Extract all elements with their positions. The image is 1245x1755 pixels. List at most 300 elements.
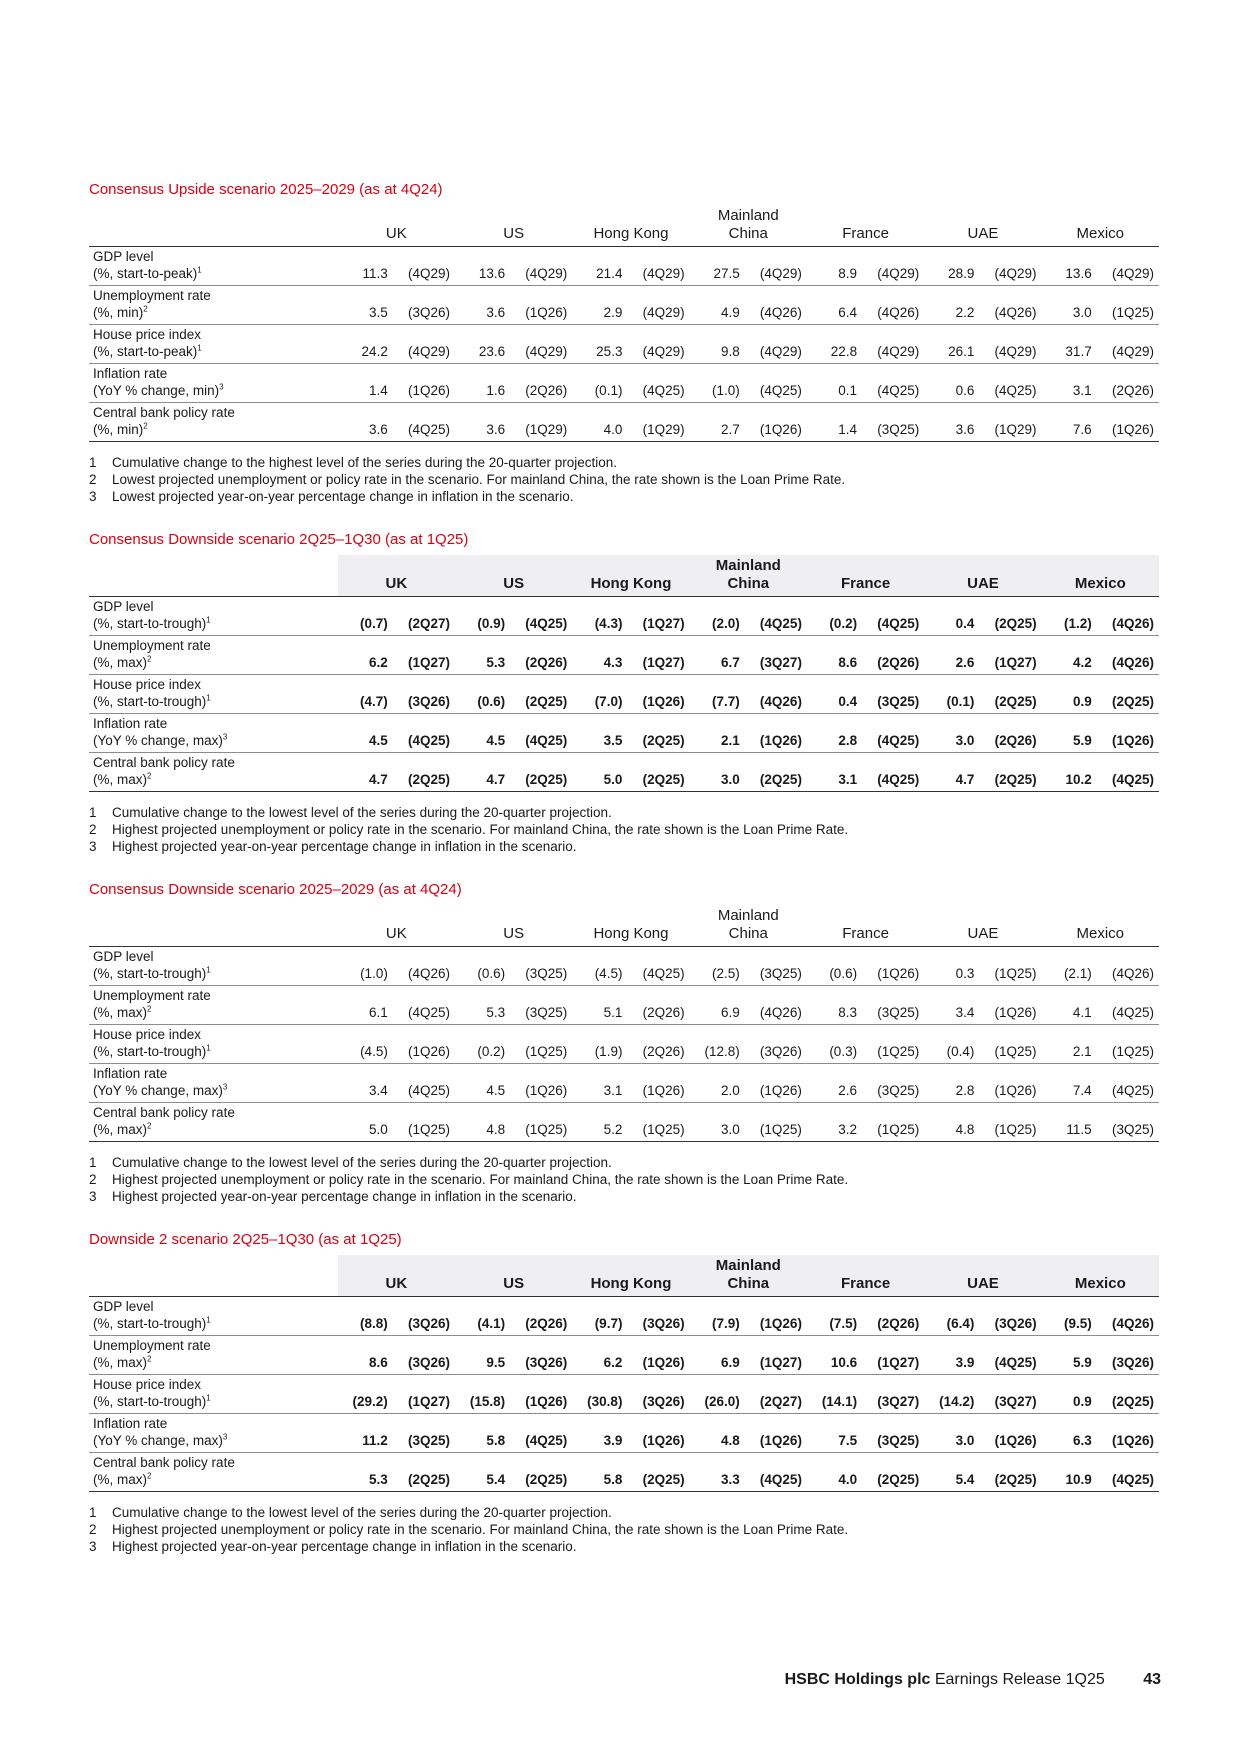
cell-value: 2.1 <box>720 733 740 748</box>
header-empty <box>89 205 338 247</box>
row-label-line2 <box>93 654 338 674</box>
column-header-line1: Mainland <box>715 557 781 574</box>
cell-quarter: (2Q26) <box>525 383 568 398</box>
cell-quarter: (4Q26) <box>759 694 802 709</box>
section-title: Consensus Downside scenario 2025–2029 (as at 4Q24) <box>89 881 462 898</box>
footnote <box>89 804 1159 821</box>
row-label-line2 <box>93 1354 338 1374</box>
row-label <box>89 364 338 403</box>
cell-quarter: (3Q27) <box>994 1394 1037 1409</box>
table-row <box>89 636 1159 675</box>
footnote-number: 3 <box>89 489 97 504</box>
cell-value: 3.9 <box>955 1355 975 1370</box>
cell-value: 4.5 <box>486 1083 506 1098</box>
footnote-text: Highest projected unemployment or policy rate in the scenario. For mainland China, the rate shown is the Loan Prime Rate. <box>112 1172 849 1187</box>
column-header <box>690 205 807 247</box>
page-number: 43 <box>1143 1671 1161 1688</box>
cell-quarter: (2Q26) <box>642 1005 685 1020</box>
cell-quarter: (4Q29) <box>525 266 568 281</box>
column-header <box>455 905 572 947</box>
cell-quarter: (3Q26) <box>407 1355 450 1370</box>
footnote-text: Cumulative change to the lowest level of the series during the 20-quarter projection. <box>112 805 612 820</box>
cell-quarter: (1Q29) <box>525 422 568 437</box>
footnote-ref: 1 <box>206 693 211 703</box>
column-header <box>572 905 689 947</box>
footnote-number: 2 <box>89 1172 97 1187</box>
column-header-line2: France <box>841 575 891 592</box>
column-header-line2: UAE <box>967 575 999 592</box>
cell-value: 6.2 <box>369 655 388 670</box>
cell-value: (0.6) <box>829 966 858 981</box>
cell-quarter: (2Q25) <box>407 772 450 787</box>
cell-quarter: (4Q29) <box>759 344 802 359</box>
section-title: Consensus Upside scenario 2025–2029 (as at 4Q24) <box>89 181 443 198</box>
table-row <box>89 753 1159 792</box>
column-header <box>807 1255 924 1297</box>
cell-value: 26.1 <box>948 344 975 359</box>
cell-quarter: (3Q26) <box>994 1316 1037 1331</box>
cell-value: (7.7) <box>712 694 740 709</box>
row-label-line2 <box>93 1082 338 1102</box>
column-header-line2: Hong Kong <box>590 1275 672 1292</box>
row-label-line2 <box>93 343 338 363</box>
cell-quarter: (4Q26) <box>407 966 450 981</box>
cell-quarter: (3Q25) <box>525 966 568 981</box>
header-row <box>89 205 1159 247</box>
cell-value: 2.6 <box>955 655 975 670</box>
row-label-line2 <box>93 1471 338 1491</box>
footnote-ref: 2 <box>143 304 148 314</box>
cell-quarter: (2Q26) <box>642 1044 685 1059</box>
cell-value: (7.9) <box>712 1316 740 1331</box>
cell-quarter: (4Q29) <box>759 266 802 281</box>
footnote-ref: 3 <box>222 1082 228 1092</box>
row-label-line2 <box>93 1043 338 1063</box>
column-header-line2: Mexico <box>1074 575 1126 592</box>
column-header-line2: UK <box>385 225 407 242</box>
footnote <box>89 1188 1159 1205</box>
row-label-unit: (YoY % change, min) <box>93 383 220 398</box>
cell-quarter: (4Q25) <box>407 1083 450 1098</box>
cell-value: 9.5 <box>486 1355 506 1370</box>
footnotes <box>89 1504 1159 1555</box>
cell-value: 21.4 <box>596 266 623 281</box>
cell-quarter: (1Q27) <box>877 1355 920 1370</box>
row-label-unit: (YoY % change, max) <box>93 1433 223 1448</box>
cell-value: (29.2) <box>352 1394 388 1409</box>
cell-quarter: (3Q25) <box>877 1005 920 1020</box>
row-label-line2 <box>93 1004 338 1024</box>
cell-quarter: (4Q29) <box>407 344 450 359</box>
row-label-unit: (%, start-to-trough) <box>93 1044 207 1059</box>
scenario-table <box>89 555 1159 792</box>
cell-quarter: (1Q27) <box>407 655 450 670</box>
cell-quarter: (2Q25) <box>994 616 1037 631</box>
cell-value: 2.8 <box>838 733 858 748</box>
cell-value: (1.9) <box>594 1044 623 1059</box>
cell-value: 8.6 <box>838 655 858 670</box>
cell-value: 6.4 <box>838 305 858 320</box>
cell-value: 5.3 <box>486 1005 506 1020</box>
cell-value: 3.3 <box>720 1472 740 1487</box>
column-header-line1: Mainland <box>715 1257 781 1274</box>
cell-quarter: (1Q26) <box>877 966 920 981</box>
footnote-text: Cumulative change to the highest level of the series during the 20-quarter projection. <box>112 455 618 470</box>
section-title: Downside 2 scenario 2Q25–1Q30 (as at 1Q25) <box>89 1231 402 1248</box>
column-header <box>338 1255 455 1297</box>
row-label-line2 <box>93 1393 338 1413</box>
row-label-unit: (%, start-to-trough) <box>93 1394 207 1409</box>
footnote-number: 2 <box>89 1522 97 1537</box>
cell-quarter: (2Q25) <box>994 694 1037 709</box>
cell-value: 8.3 <box>838 1005 858 1020</box>
column-header-line2: France <box>841 1275 891 1292</box>
row-label-unit: (%, min) <box>93 422 144 437</box>
cell-quarter: (3Q25) <box>407 1433 450 1448</box>
row-label-line2 <box>93 421 338 441</box>
row-label-line1: House price index <box>93 1377 202 1392</box>
footnote-text: Highest projected unemployment or policy rate in the scenario. For mainland China, the rate shown is the Loan Prime Rate. <box>112 1522 849 1537</box>
cell-value: 7.6 <box>1072 422 1092 437</box>
cell-value: 3.0 <box>720 1122 740 1137</box>
cell-value: 6.9 <box>720 1355 740 1370</box>
footnote-ref: 1 <box>206 1315 211 1325</box>
cell-value: 4.0 <box>838 1472 858 1487</box>
column-header-line2: Hong Kong <box>590 575 672 592</box>
cell-value: 2.9 <box>603 305 623 320</box>
cell-value: (0.6) <box>477 966 506 981</box>
cell-value: 5.8 <box>603 1472 623 1487</box>
cell-quarter: (4Q26) <box>1111 655 1154 670</box>
footnote-text: Highest projected unemployment or policy rate in the scenario. For mainland China, the rate shown is the Loan Prime Rate. <box>112 822 849 837</box>
row-label-line1: Central bank policy rate <box>93 1105 235 1120</box>
cell-quarter: (1Q26) <box>1111 1433 1154 1448</box>
cell-value: 24.2 <box>361 344 388 359</box>
cell-value: 4.7 <box>486 772 506 787</box>
cell-value: 3.9 <box>603 1433 623 1448</box>
cell-quarter: (4Q26) <box>759 305 802 320</box>
cell-quarter: (1Q26) <box>1111 422 1154 437</box>
column-header-line2: UAE <box>967 925 999 942</box>
cell-quarter: (1Q29) <box>994 422 1037 437</box>
section-downside-2-2q25-1q30 <box>89 1231 1159 1555</box>
table-row <box>89 1025 1159 1064</box>
row-label-unit: (%, max) <box>93 1355 147 1370</box>
cell-value: 6.3 <box>1072 1433 1092 1448</box>
cell-value: 2.1 <box>1072 1044 1092 1059</box>
cell-value: 6.1 <box>369 1005 388 1020</box>
row-label <box>89 1064 338 1103</box>
row-label-unit: (YoY % change, max) <box>93 1083 223 1098</box>
cell-value: (2.1) <box>1063 966 1092 981</box>
column-header-line2: US <box>503 925 525 942</box>
cell-quarter: (1Q26) <box>1111 733 1154 748</box>
cell-value: 5.4 <box>486 1472 506 1487</box>
cell-quarter: (1Q25) <box>994 966 1037 981</box>
column-header <box>455 1255 572 1297</box>
column-header-line2: China <box>727 1275 770 1292</box>
cell-quarter: (4Q25) <box>759 616 802 631</box>
cell-value: 13.6 <box>1065 266 1092 281</box>
cell-value: 2.7 <box>720 422 740 437</box>
column-header-line2: UK <box>385 1275 408 1292</box>
cell-quarter: (1Q27) <box>642 616 685 631</box>
cell-value: 0.9 <box>1072 694 1092 709</box>
footnote-number: 1 <box>89 455 97 470</box>
row-label <box>89 247 338 286</box>
cell-quarter: (3Q26) <box>407 305 450 320</box>
header-row <box>89 905 1159 947</box>
row-label-line1: GDP level <box>93 949 154 964</box>
cell-value: 1.6 <box>486 383 506 398</box>
cell-quarter: (4Q26) <box>994 305 1037 320</box>
column-header-line2: UK <box>385 925 407 942</box>
footnote-number: 3 <box>89 839 97 854</box>
cell-quarter: (1Q27) <box>994 655 1037 670</box>
footnote-ref: 2 <box>147 1354 152 1364</box>
footnote-text: Highest projected year-on-year percentage change in inflation in the scenario. <box>112 1539 577 1554</box>
row-label <box>89 1336 338 1375</box>
cell-value: (2.5) <box>712 966 740 981</box>
cell-quarter: (4Q26) <box>877 305 920 320</box>
cell-quarter: (1Q26) <box>525 305 568 320</box>
cell-value: 0.3 <box>955 966 975 981</box>
cell-quarter: (1Q25) <box>525 1044 568 1059</box>
cell-value: 8.9 <box>838 266 858 281</box>
header-row <box>89 555 1159 597</box>
row-label <box>89 1103 338 1142</box>
cell-quarter: (3Q26) <box>407 1316 450 1331</box>
row-label-line1: Unemployment rate <box>93 638 211 653</box>
cell-quarter: (4Q25) <box>994 383 1037 398</box>
cell-value: (2.0) <box>712 616 740 631</box>
cell-quarter: (3Q26) <box>642 1394 685 1409</box>
cell-value: 4.5 <box>369 733 388 748</box>
footnote <box>89 838 1159 855</box>
row-label-unit: (%, max) <box>93 1122 147 1137</box>
cell-value: 4.5 <box>486 733 506 748</box>
cell-value: 5.9 <box>1072 1355 1092 1370</box>
header-empty <box>89 1255 338 1297</box>
cell-value: 22.8 <box>830 344 858 359</box>
cell-value: 5.3 <box>486 655 506 670</box>
row-label-line1: GDP level <box>93 1299 154 1314</box>
row-label-line1: Unemployment rate <box>93 288 211 303</box>
table-row <box>89 403 1159 442</box>
table-row <box>89 325 1159 364</box>
cell-quarter: (4Q25) <box>1111 1083 1154 1098</box>
cell-quarter: (4Q26) <box>1111 966 1154 981</box>
cell-quarter: (4Q25) <box>407 733 450 748</box>
footnote-ref: 2 <box>147 771 152 781</box>
footnote-ref: 2 <box>147 1004 152 1014</box>
scenario-table <box>89 205 1159 442</box>
footnote-ref: 2 <box>147 1121 152 1131</box>
footnote-ref: 2 <box>143 421 148 431</box>
column-header <box>455 555 572 597</box>
cell-quarter: (4Q29) <box>1111 266 1154 281</box>
cell-value: (0.6) <box>477 694 506 709</box>
row-label <box>89 1025 338 1064</box>
footnote <box>89 488 1159 505</box>
column-header-line2: UAE <box>967 1275 999 1292</box>
cell-quarter: (3Q25) <box>877 1433 920 1448</box>
cell-quarter: (4Q25) <box>407 1005 450 1020</box>
row-label-line1: Unemployment rate <box>93 988 211 1003</box>
cell-value: (0.1) <box>946 694 975 709</box>
cell-value: 7.5 <box>838 1433 858 1448</box>
cell-value: 5.9 <box>1072 733 1092 748</box>
footer-document: Earnings Release 1Q25 <box>934 1671 1105 1688</box>
column-header-line2: China <box>728 225 768 242</box>
cell-value: 3.1 <box>603 1083 623 1098</box>
cell-quarter: (1Q26) <box>994 1083 1037 1098</box>
cell-value: 0.9 <box>1072 1394 1092 1409</box>
cell-value: (4.1) <box>477 1316 506 1331</box>
cell-quarter: (1Q26) <box>642 694 685 709</box>
cell-quarter: (1Q25) <box>525 1122 568 1137</box>
cell-quarter: (2Q27) <box>407 616 450 631</box>
section-consensus-upside-2025-2029 <box>89 181 1159 505</box>
cell-value: 4.7 <box>955 772 975 787</box>
cell-quarter: (4Q25) <box>642 383 685 398</box>
footnote-text: Lowest projected unemployment or policy rate in the scenario. For mainland China, the rate shown is the Loan Prime Rate. <box>112 472 846 487</box>
cell-quarter: (1Q26) <box>642 1433 685 1448</box>
cell-quarter: (4Q25) <box>642 966 685 981</box>
row-label-line1: Inflation rate <box>93 716 168 731</box>
cell-value: 5.1 <box>603 1005 623 1020</box>
row-label-line2 <box>93 1121 338 1141</box>
cell-quarter: (4Q25) <box>407 422 450 437</box>
row-label-line2 <box>93 732 338 752</box>
row-label-unit: (%, max) <box>93 1472 147 1487</box>
row-label-unit: (%, start-to-trough) <box>93 1316 207 1331</box>
cell-value: (9.7) <box>594 1316 623 1331</box>
row-label-line2 <box>93 771 338 791</box>
row-label <box>89 1414 338 1453</box>
row-label-line2 <box>93 693 338 713</box>
cell-quarter: (1Q25) <box>642 1122 685 1137</box>
table-row <box>89 714 1159 753</box>
section-title: Consensus Downside scenario 2Q25–1Q30 (as at 1Q25) <box>89 531 469 548</box>
cell-quarter: (1Q26) <box>759 422 802 437</box>
cell-quarter: (3Q26) <box>642 1316 685 1331</box>
cell-quarter: (4Q29) <box>877 344 920 359</box>
cell-value: 1.4 <box>369 383 388 398</box>
section-consensus-downside-2025-2029 <box>89 881 1159 1205</box>
row-label-line1: Central bank policy rate <box>93 1455 235 1470</box>
cell-quarter: (1Q25) <box>407 1122 450 1137</box>
cell-quarter: (4Q25) <box>877 733 920 748</box>
cell-value: (1.0) <box>360 966 388 981</box>
column-header <box>572 205 689 247</box>
cell-value: (0.2) <box>829 616 858 631</box>
cell-value: 0.6 <box>955 383 975 398</box>
cell-value: 3.0 <box>955 1433 975 1448</box>
footer-company: HSBC Holdings plc <box>784 1671 931 1688</box>
cell-value: 4.0 <box>603 422 623 437</box>
footnote-ref: 1 <box>197 343 202 353</box>
cell-value: 5.2 <box>603 1122 623 1137</box>
cell-value: 11.5 <box>1066 1122 1092 1137</box>
column-header <box>690 555 807 597</box>
footnotes <box>89 804 1159 855</box>
column-header <box>1042 205 1159 247</box>
row-label-line1: Inflation rate <box>93 1066 168 1081</box>
cell-quarter: (2Q25) <box>642 1472 685 1487</box>
footnote <box>89 1521 1159 1538</box>
column-header-line2: France <box>842 925 889 942</box>
column-header <box>807 205 924 247</box>
cell-quarter: (1Q25) <box>994 1044 1037 1059</box>
footnote-number: 3 <box>89 1539 97 1554</box>
cell-quarter: (1Q26) <box>642 1355 685 1370</box>
cell-value: 3.6 <box>486 305 506 320</box>
cell-value: 3.0 <box>955 733 975 748</box>
table-row <box>89 364 1159 403</box>
cell-value: 0.1 <box>838 383 858 398</box>
cell-value: (1.0) <box>712 383 740 398</box>
cell-quarter: (3Q25) <box>1111 1122 1154 1137</box>
cell-value: 4.3 <box>603 655 623 670</box>
cell-quarter: (4Q25) <box>994 1355 1037 1370</box>
cell-value: 1.4 <box>838 422 858 437</box>
table-row <box>89 1453 1159 1492</box>
cell-value: 31.7 <box>1065 344 1092 359</box>
cell-value: 0.4 <box>955 616 975 631</box>
cell-quarter: (4Q26) <box>1111 616 1154 631</box>
row-label-unit: (%, start-to-trough) <box>93 966 207 981</box>
cell-value: 10.9 <box>1065 1472 1092 1487</box>
row-label-line2 <box>93 965 338 985</box>
cell-value: 4.1 <box>1072 1005 1092 1020</box>
row-label <box>89 753 338 792</box>
row-label-line1: House price index <box>93 677 202 692</box>
row-label <box>89 325 338 364</box>
cell-value: (0.4) <box>946 1044 975 1059</box>
cell-quarter: (1Q25) <box>994 1122 1037 1137</box>
footnote-text: Lowest projected year-on-year percentage change in inflation in the scenario. <box>112 489 574 504</box>
cell-quarter: (4Q29) <box>642 266 685 281</box>
column-header-line2: Mexico <box>1076 925 1125 942</box>
cell-quarter: (2Q25) <box>759 772 802 787</box>
cell-quarter: (2Q25) <box>525 1472 568 1487</box>
cell-quarter: (4Q29) <box>407 266 450 281</box>
column-header <box>455 205 572 247</box>
row-label-unit: (%, max) <box>93 772 147 787</box>
footnote <box>89 1504 1159 1521</box>
column-header-line2: Hong Kong <box>593 925 669 942</box>
row-label-unit: (%, max) <box>93 655 147 670</box>
column-header-line2: US <box>503 575 525 592</box>
table-row <box>89 1103 1159 1142</box>
column-header <box>924 905 1041 947</box>
cell-quarter: (1Q26) <box>994 1433 1037 1448</box>
cell-quarter: (2Q25) <box>1111 1394 1154 1409</box>
row-label-unit: (YoY % change, max) <box>93 733 223 748</box>
footnote-text: Cumulative change to the lowest level of the series during the 20-quarter projection. <box>112 1155 612 1170</box>
cell-value: (12.8) <box>704 1044 740 1059</box>
row-label <box>89 986 338 1025</box>
footnote <box>89 454 1159 471</box>
column-header <box>1042 905 1159 947</box>
row-label <box>89 636 338 675</box>
column-header <box>924 205 1041 247</box>
cell-value: 3.6 <box>486 422 506 437</box>
row-label-line1: Inflation rate <box>93 1416 168 1431</box>
scenario-table <box>89 905 1159 1142</box>
footnote <box>89 1538 1159 1555</box>
